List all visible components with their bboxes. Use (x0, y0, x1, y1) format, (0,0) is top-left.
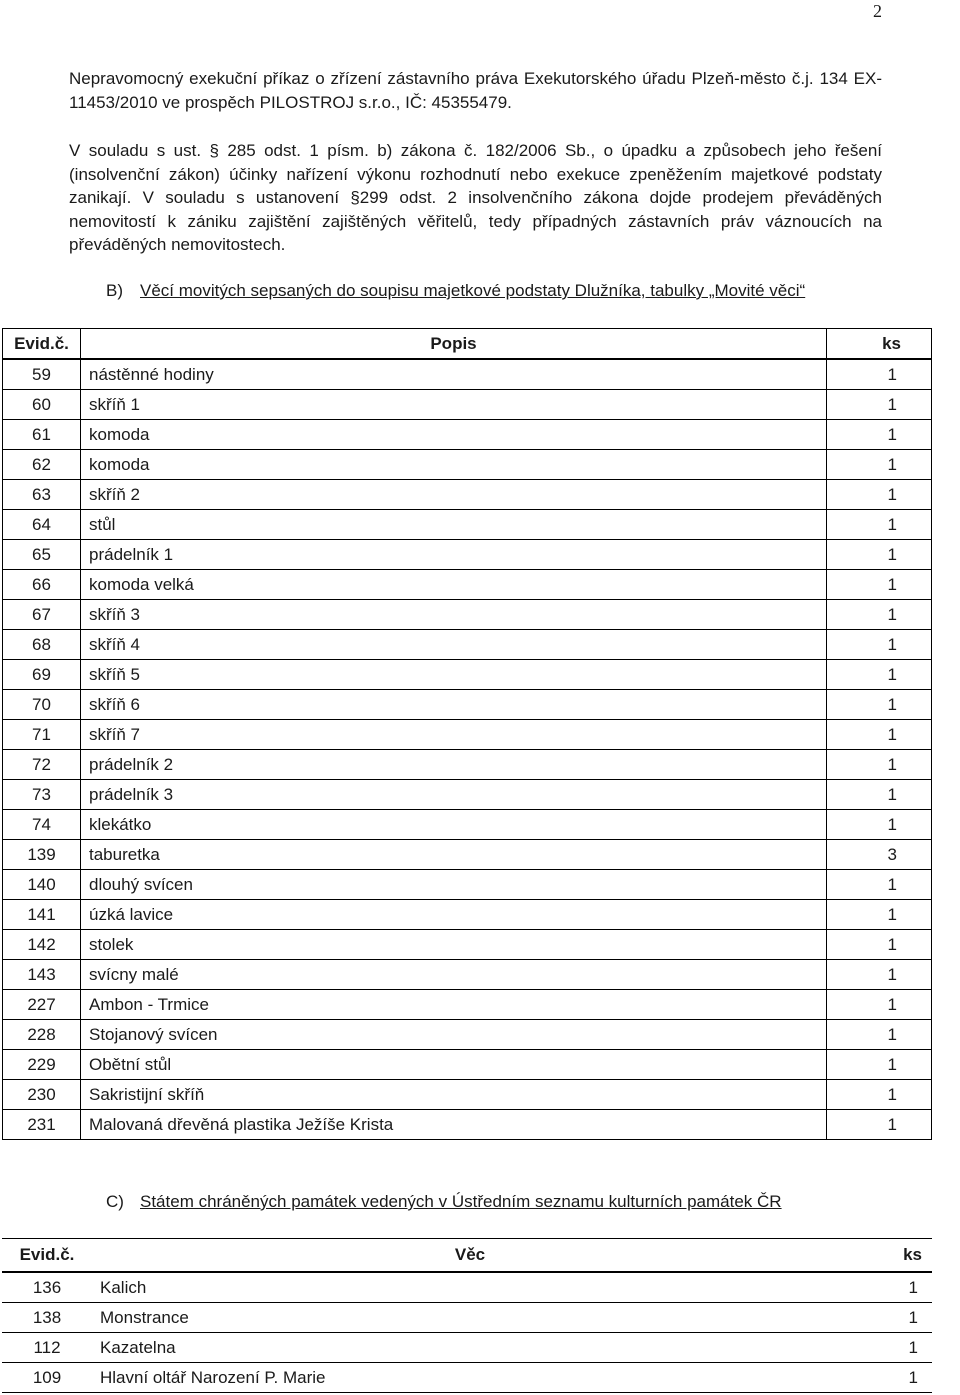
cell-evid: 59 (3, 359, 81, 390)
table-row (3, 690, 932, 720)
cell-description: skříň 5 (81, 660, 827, 690)
table-header-row (3, 329, 932, 360)
cell-description: skříň 1 (81, 390, 827, 420)
table-header-row (2, 1239, 932, 1273)
column-header-ks: ks (848, 1239, 932, 1273)
cell-description: nástěnné hodiny (81, 359, 827, 390)
table-row (2, 1333, 932, 1363)
cell-description: komoda (81, 420, 827, 450)
table-row (3, 870, 932, 900)
cell-quantity: 1 (827, 900, 932, 930)
table-row (3, 510, 932, 540)
cell-evid: 71 (3, 720, 81, 750)
table-row (3, 810, 932, 840)
cell-evid: 231 (3, 1110, 81, 1140)
column-header-evid: Evid.č. (3, 329, 81, 360)
cell-quantity: 1 (827, 990, 932, 1020)
cell-quantity: 1 (848, 1333, 932, 1363)
cell-evid: 112 (2, 1333, 92, 1363)
column-header-ks: ks (827, 329, 932, 360)
section-b-letter: B) (106, 281, 123, 300)
table-row (3, 630, 932, 660)
cell-evid: 61 (3, 420, 81, 450)
cell-quantity: 1 (827, 1110, 932, 1140)
cell-quantity: 1 (848, 1363, 932, 1393)
cell-evid: 109 (2, 1363, 92, 1393)
cell-evid: 69 (3, 660, 81, 690)
cell-quantity: 1 (827, 480, 932, 510)
cell-evid: 140 (3, 870, 81, 900)
cell-evid: 142 (3, 930, 81, 960)
cell-quantity: 1 (827, 630, 932, 660)
cell-quantity: 1 (827, 510, 932, 540)
cell-description: klekátko (81, 810, 827, 840)
cell-quantity: 1 (827, 810, 932, 840)
table-row (2, 1272, 932, 1303)
section-b-title: Věcí movitých sepsaných do soupisu majetkové podstaty Dlužníka, tabulky „Movité věci“ (140, 281, 806, 300)
cell-description: Malovaná dřevěná plastika Ježíše Krista (81, 1110, 827, 1140)
cell-evid: 136 (2, 1272, 92, 1303)
cell-evid: 74 (3, 810, 81, 840)
cell-evid: 228 (3, 1020, 81, 1050)
cell-description: skříň 7 (81, 720, 827, 750)
cell-quantity: 1 (827, 420, 932, 450)
table-row (3, 720, 932, 750)
cell-evid: 63 (3, 480, 81, 510)
table-row (3, 960, 932, 990)
cell-quantity: 1 (827, 750, 932, 780)
cell-quantity: 1 (827, 1020, 932, 1050)
cell-description: stůl (81, 510, 827, 540)
cell-description: prádelník 2 (81, 750, 827, 780)
cell-quantity: 1 (827, 540, 932, 570)
cell-evid: 72 (3, 750, 81, 780)
cell-evid: 65 (3, 540, 81, 570)
column-header-vec: Věc (92, 1239, 848, 1273)
cell-evid: 64 (3, 510, 81, 540)
cell-description: skříň 4 (81, 630, 827, 660)
cell-quantity: 1 (827, 600, 932, 630)
cell-description: Kalich (92, 1272, 848, 1303)
cell-quantity: 1 (848, 1272, 932, 1303)
cell-evid: 230 (3, 1080, 81, 1110)
cell-evid: 66 (3, 570, 81, 600)
cell-description: svícny malé (81, 960, 827, 990)
cell-evid: 60 (3, 390, 81, 420)
table-row (3, 1110, 932, 1140)
cell-quantity: 1 (827, 720, 932, 750)
cell-quantity: 1 (827, 359, 932, 390)
table-row (3, 1020, 932, 1050)
cell-description: prádelník 3 (81, 780, 827, 810)
table-row (3, 570, 932, 600)
cell-quantity: 1 (827, 1050, 932, 1080)
table-row (2, 1363, 932, 1393)
table-row (3, 390, 932, 420)
table-row (3, 480, 932, 510)
cell-evid: 62 (3, 450, 81, 480)
table-row (2, 1303, 932, 1333)
cell-evid: 139 (3, 840, 81, 870)
section-c-letter: C) (106, 1192, 124, 1211)
cell-description: prádelník 1 (81, 540, 827, 570)
column-header-popis: Popis (81, 329, 827, 360)
cell-quantity: 1 (827, 1080, 932, 1110)
cell-evid: 138 (2, 1303, 92, 1333)
cell-description: Hlavní oltář Narození P. Marie (92, 1363, 848, 1393)
paragraph-lien-order: Nepravomocný exekuční příkaz o zřízení zástavního práva Exekutorského úřadu Plzeň-město č.j. 134 EX-11453/2010 ve prospěch PILOSTROJ s.r.o., IČ: 45355479. (69, 69, 882, 112)
table-row (3, 750, 932, 780)
table-row (3, 1050, 932, 1080)
cell-quantity: 1 (827, 390, 932, 420)
cell-quantity: 1 (827, 870, 932, 900)
cell-description: stolek (81, 930, 827, 960)
section-c-heading (106, 1191, 782, 1213)
movable-items-table (2, 328, 932, 1140)
cell-evid: 143 (3, 960, 81, 990)
page-number: 2 (873, 1, 882, 21)
cell-evid: 227 (3, 990, 81, 1020)
cell-description: Monstrance (92, 1303, 848, 1333)
cell-description: dlouhý svícen (81, 870, 827, 900)
cell-evid: 229 (3, 1050, 81, 1080)
table-row (3, 930, 932, 960)
paragraph-legal-basis: V souladu s ust. § 285 odst. 1 písm. b) zákona č. 182/2006 Sb., o úpadku a způsobech jeho řešení (insolvenční zákon) účinky nařízení výkonu rozhodnutí nebo exekuce zpeněžením majetkové podstaty zanikají. V souladu s ustanovení §299 odst. 2 insolvenčního zákona dojde prodejem převáděných nemovitostí k zániku zajištění zajištěných věřitelů, tedy případných zástavních práv váznoucích na převáděných nemovitostech. (69, 141, 882, 254)
cell-description: skříň 2 (81, 480, 827, 510)
cell-quantity: 1 (827, 450, 932, 480)
cell-evid: 67 (3, 600, 81, 630)
cell-description: Ambon - Trmice (81, 990, 827, 1020)
protected-monuments-table (2, 1238, 932, 1393)
cell-quantity: 1 (827, 660, 932, 690)
table-row (3, 900, 932, 930)
cell-description: úzká lavice (81, 900, 827, 930)
cell-description: Stojanový svícen (81, 1020, 827, 1050)
table-row (3, 540, 932, 570)
table-row (3, 840, 932, 870)
cell-description: skříň 6 (81, 690, 827, 720)
column-header-evid: Evid.č. (2, 1239, 92, 1273)
cell-description: Kazatelna (92, 1333, 848, 1363)
cell-description: taburetka (81, 840, 827, 870)
cell-quantity: 1 (827, 960, 932, 990)
section-b-heading (106, 280, 805, 302)
cell-evid: 70 (3, 690, 81, 720)
cell-quantity: 1 (827, 570, 932, 600)
cell-quantity: 1 (827, 780, 932, 810)
cell-description: komoda velká (81, 570, 827, 600)
cell-evid: 68 (3, 630, 81, 660)
cell-quantity: 1 (827, 690, 932, 720)
table-row (3, 359, 932, 390)
table-row (3, 600, 932, 630)
table-row (3, 450, 932, 480)
table-row (3, 780, 932, 810)
table-row (3, 990, 932, 1020)
cell-evid: 141 (3, 900, 81, 930)
cell-quantity: 1 (848, 1303, 932, 1333)
table-row (3, 420, 932, 450)
cell-quantity: 1 (827, 930, 932, 960)
cell-description: komoda (81, 450, 827, 480)
cell-description: Sakristijní skříň (81, 1080, 827, 1110)
table-row (3, 660, 932, 690)
table-row (3, 1080, 932, 1110)
section-c-title: Státem chráněných památek vedených v Ústředním seznamu kulturních památek ČR (140, 1192, 782, 1211)
cell-quantity: 3 (827, 840, 932, 870)
cell-description: skříň 3 (81, 600, 827, 630)
cell-evid: 73 (3, 780, 81, 810)
cell-description: Obětní stůl (81, 1050, 827, 1080)
